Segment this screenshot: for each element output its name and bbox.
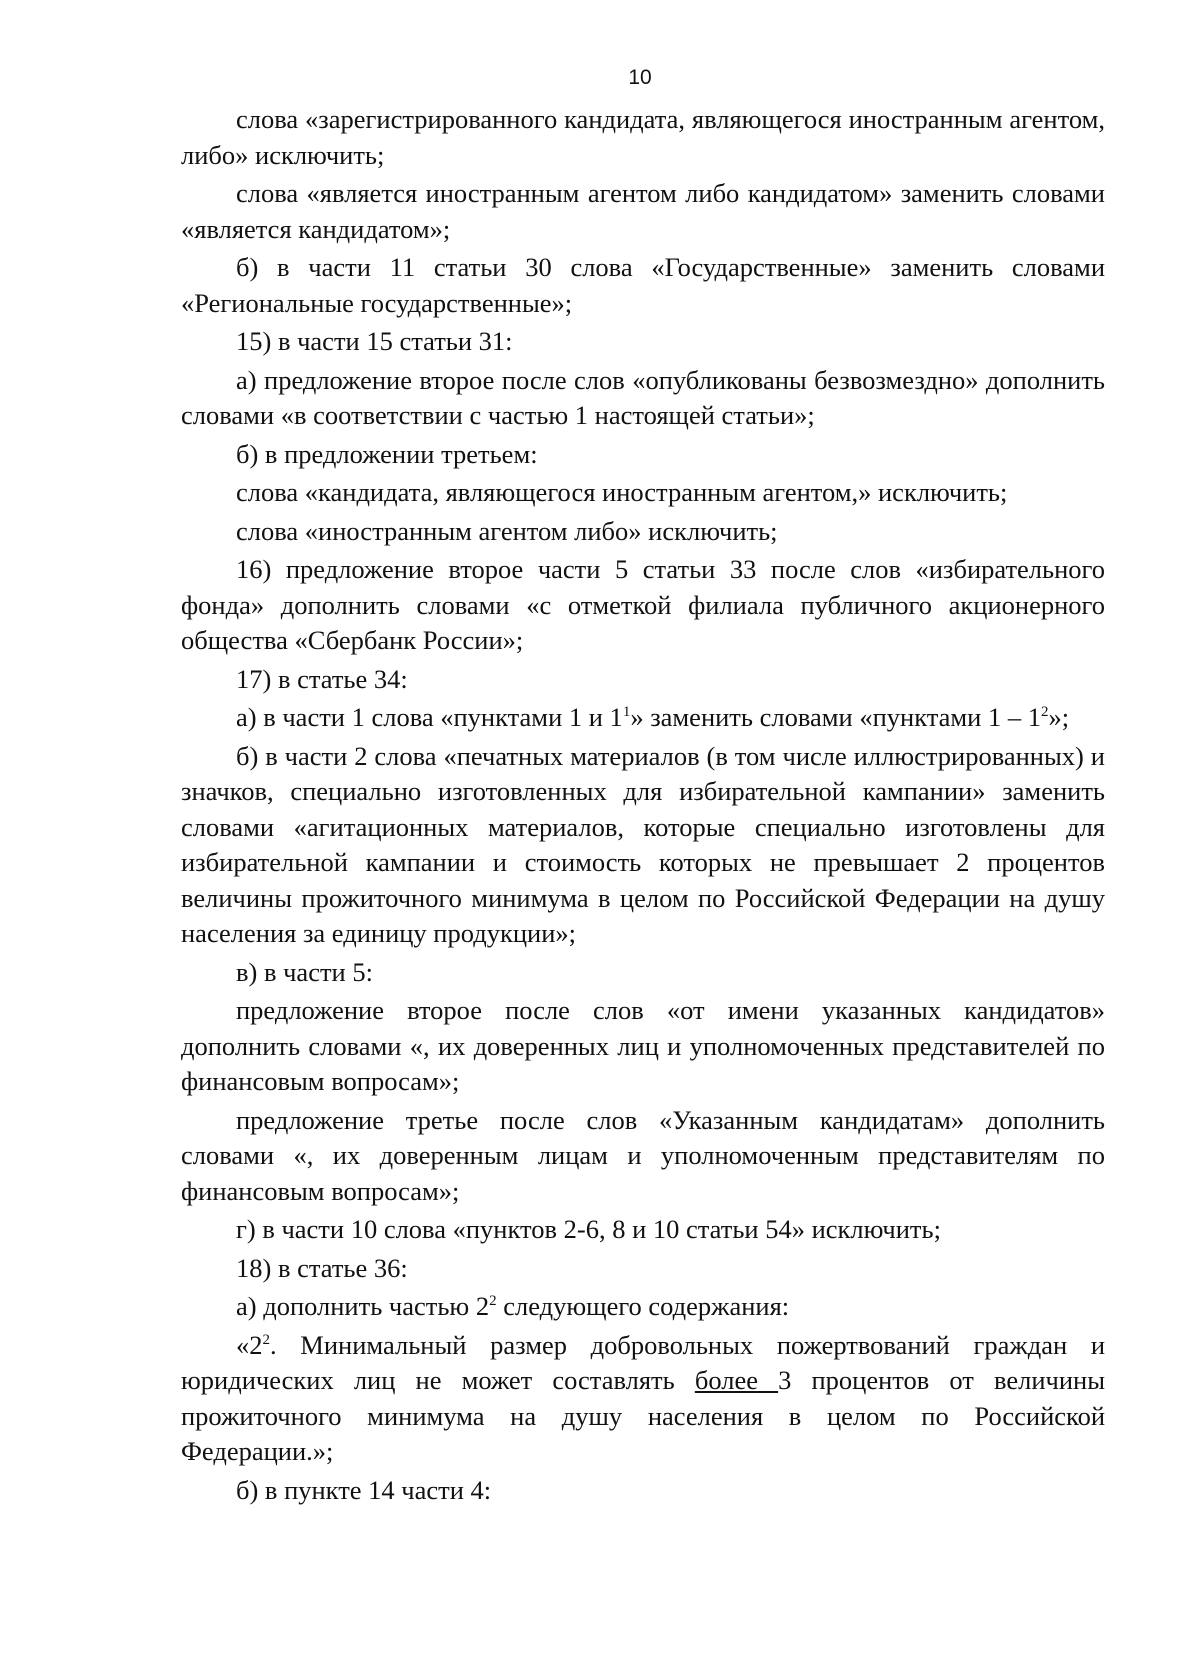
underlined-word: более (694, 1365, 779, 1395)
paragraph: 15) в части 15 статьи 31: (236, 326, 513, 356)
paragraph (181, 1328, 1105, 1470)
paragraph: б) в пункте 14 части 4: (236, 1474, 492, 1505)
superscript: 2 (489, 1293, 497, 1310)
paragraph: б) в предложении третьем: (236, 438, 538, 469)
paragraph-text: а) в части 1 слова «пунктами 1 и 1 (236, 702, 623, 732)
paragraph: слова «зарегистрированного кандидата, являющегося иностранным агентом, либо» исключить; (181, 104, 1105, 170)
paragraph-text: 3 процентов от величины прожиточного минимума на душу населения в целом по Российской Федерации.»; (181, 1365, 1105, 1466)
page-number: 10 (628, 66, 652, 89)
superscript: 1 (622, 704, 631, 721)
paragraph: предложение второе после слов «от имени указанных кандидатов» дополнить словами «, их доверенных лиц и уполномоченных представителей по финансовым вопросам»; (181, 995, 1105, 1096)
document-body (181, 102, 1105, 1508)
paragraph-text: » заменить словами «пунктами 1 – 1 (630, 702, 1041, 732)
paragraph: предложение третье после слов «Указанным кандидатам» дополнить словами «, их доверенным лицам и уполномоченным представителям по финансовым вопросам»; (181, 1104, 1105, 1206)
paragraph: слова «кандидата, являющегося иностранным агентом,» исключить; (236, 477, 1008, 507)
paragraph: б) в части 11 статьи 30 слова «Государственные» заменить словами «Региональные государственные»; (181, 252, 1105, 318)
paragraph-text: »; (1048, 702, 1070, 732)
paragraph-text: . Минимальный размер добровольных пожертвований граждан и юридических лиц не может составлять (181, 1329, 1105, 1395)
paragraph: г) в части 10 слова «пунктов 2-6, 8 и 10 статьи 54» исключить; (236, 1214, 941, 1244)
paragraph: а) предложение второе после слов «опубликованы безвозмездно» дополнить словами «в соответствии с частью 1 настоящей статьи»; (181, 364, 1105, 430)
paragraph (181, 700, 1105, 736)
paragraph: б) в части 2 слова «печатных материалов (в том числе иллюстрированных) и значков, специально изготовленных для избирательной кампании» заменить словами «агитационных материалов, которые специально изготовлены для избирательной кампании и стоимость которых не превышает 2 процентов величины прожиточного минимума в целом по Российской Федерации на душу населения за единицу продукции»; (181, 740, 1105, 948)
paragraph (181, 1289, 1105, 1325)
paragraph-text: следующего содержания: (496, 1291, 790, 1321)
paragraph: 16) предложение второе части 5 статьи 33 после слов «избирательного фонда» дополнить словами «с отметкой филиала публичного акционерного общества «Сбербанк России»; (181, 554, 1105, 655)
paragraph: слова «иностранным агентом либо» исключить; (236, 515, 778, 546)
paragraph-text: «2 (236, 1329, 263, 1360)
paragraph-text: а) дополнить частью 2 (236, 1291, 490, 1321)
paragraph: 17) в статье 34: (236, 663, 408, 694)
superscript: 2 (1040, 704, 1049, 721)
paragraph: 18) в статье 36: (236, 1252, 408, 1283)
superscript: 2 (262, 1331, 270, 1348)
paragraph: в) в части 5: (236, 956, 373, 987)
paragraph: слова «является иностранным агентом либо кандидатом» заменить словами «является кандидатом»; (181, 178, 1105, 244)
